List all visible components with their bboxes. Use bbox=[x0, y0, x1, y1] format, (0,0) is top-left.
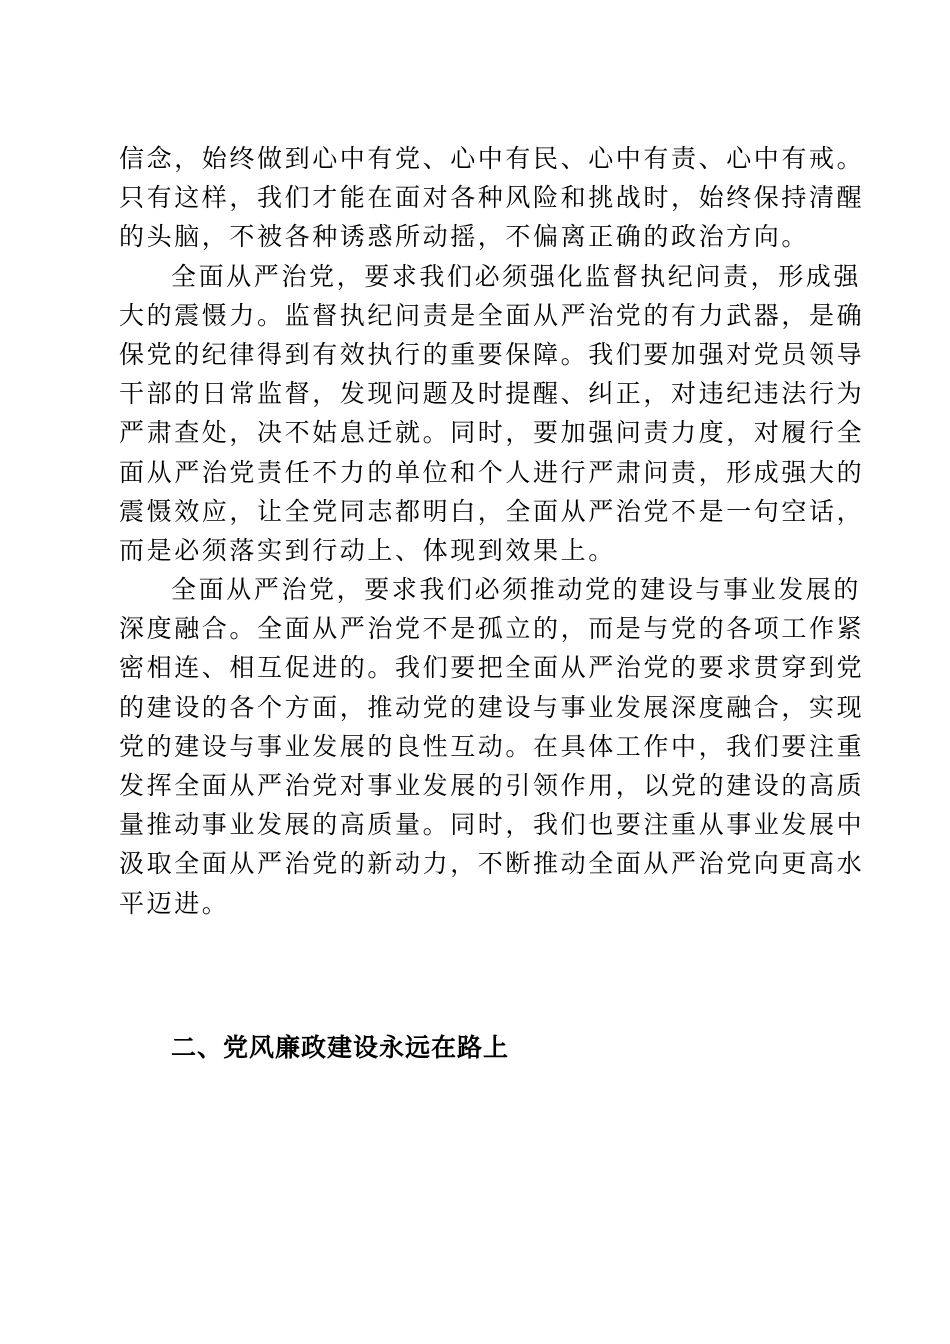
text-line: 保党的纪律得到有效执行的重要保障。我们要加强对党员领导 bbox=[119, 339, 865, 369]
text-line: 深度融合。全面从严治党不是孤立的，而是与党的各项工作紧 bbox=[119, 614, 865, 644]
text-line: 的建设的各个方面，推动党的建设与事业发展深度融合，实现 bbox=[119, 692, 865, 722]
text-line: 只有这样，我们才能在面对各种风险和挑战时，始终保持清醒 bbox=[119, 183, 865, 213]
text-line: 发挥全面从严治党对事业发展的引领作用，以党的建设的高质 bbox=[119, 771, 865, 800]
text-line: 党的建设与事业发展的良性互动。在具体工作中，我们要注重 bbox=[119, 731, 865, 761]
text-line: 震慑效应，让全党同志都明白，全面从严治党不是一句空话， bbox=[119, 496, 865, 526]
text-line: 密相连、相互促进的。我们要把全面从严治党的要求贯穿到党 bbox=[119, 653, 865, 683]
text-line: 大的震慑力。监督执纪问责是全面从严治党的有力武器，是确 bbox=[119, 300, 865, 330]
text-line: 信念，始终做到心中有党、心中有民、心中有责、心中有戒。 bbox=[119, 144, 865, 173]
paragraph-start-line: 全面从严治党，要求我们必须推动党的建设与事业发展的 bbox=[171, 575, 862, 605]
text-line: 干部的日常监督，发现问题及时提醒、纠正，对违纪违法行为 bbox=[119, 379, 865, 409]
text-line: 的头脑，不被各种诱惑所动摇，不偏离正确的政治方向。 bbox=[119, 222, 810, 252]
body-text bbox=[119, 139, 865, 923]
text-line: 严肃查处，决不姑息迁就。同时，要加强问责力度，对履行全 bbox=[119, 418, 865, 448]
text-line: 平迈进。 bbox=[119, 888, 230, 918]
text-line: 量推动事业发展的高质量。同时，我们也要注重从事业发展中 bbox=[119, 810, 865, 840]
text-line: 汲取全面从严治党的新动力，不断推动全面从严治党向更高水 bbox=[119, 849, 865, 879]
section-heading: 二、党风廉政建设永远在路上 bbox=[171, 1033, 510, 1062]
text-line: 面从严治党责任不力的单位和个人进行严肃问责，形成强大的 bbox=[119, 457, 865, 487]
paragraph-start-line: 全面从严治党，要求我们必须强化监督执纪问责，形成强 bbox=[171, 261, 862, 291]
text-line: 而是必须落实到行动上、体现到效果上。 bbox=[119, 535, 616, 565]
